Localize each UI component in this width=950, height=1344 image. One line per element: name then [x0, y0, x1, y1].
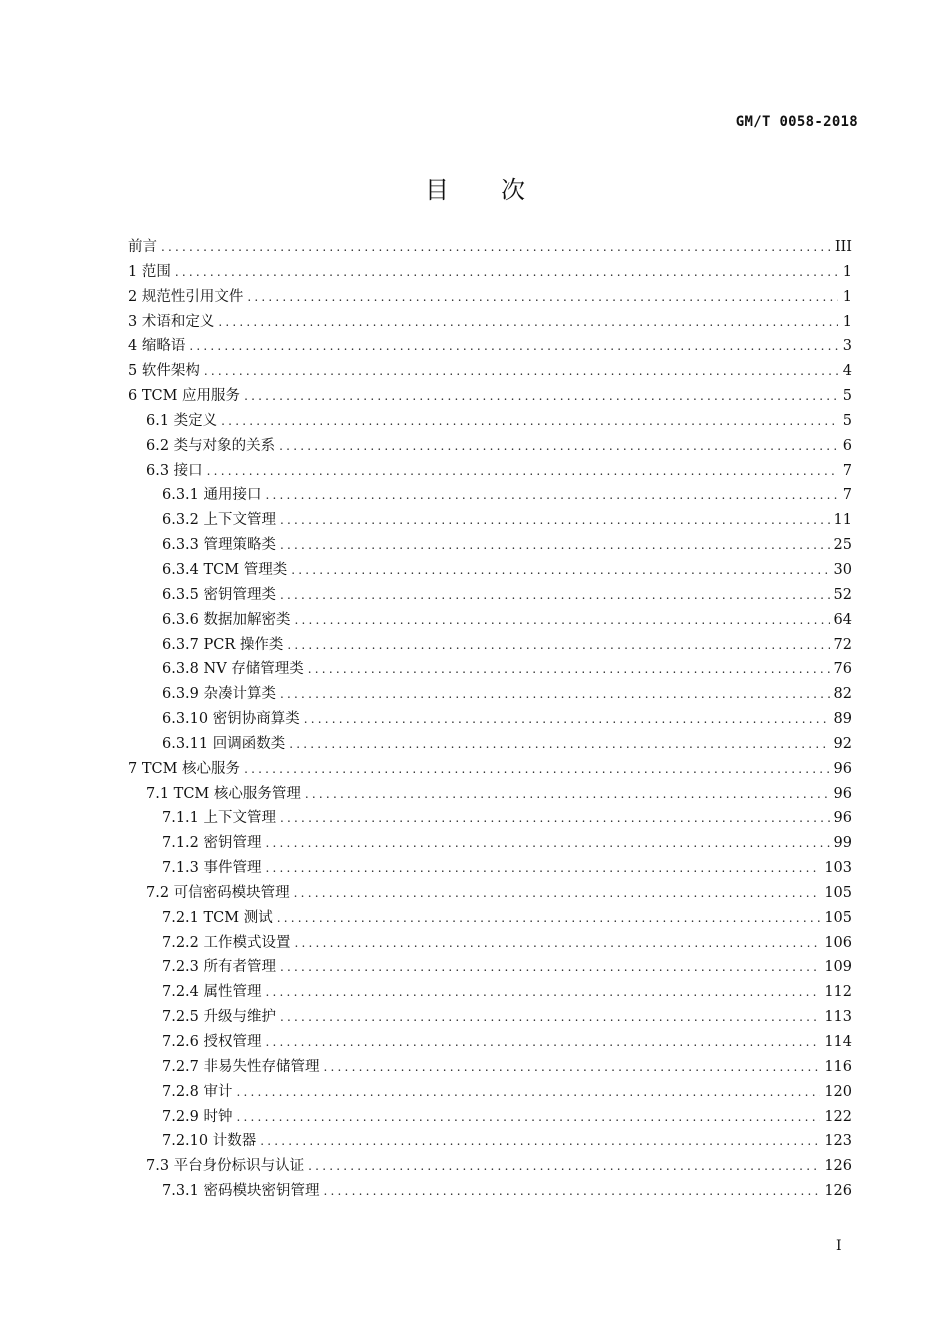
toc-entry-label: 5 软件架构 [128, 363, 200, 380]
toc-entry[interactable] [128, 310, 852, 335]
toc-leader-dots [247, 285, 838, 310]
toc-leader-dots [279, 434, 838, 459]
toc-entry-page: 76 [833, 661, 852, 678]
toc-entry-label: 7.2 可信密码模块管理 [146, 884, 290, 901]
toc-leader-dots [324, 1055, 821, 1080]
toc-entry-page: 7 [842, 462, 852, 479]
toc-entry[interactable] [128, 682, 852, 707]
toc-entry-page: 96 [833, 810, 852, 827]
toc-entry-label: 7.2.9 时钟 [162, 1108, 233, 1125]
toc-entry-label: 7.2.2 工作模式设置 [162, 934, 291, 951]
toc-leader-dots [289, 732, 829, 757]
toc-entry[interactable] [128, 608, 852, 633]
toc-entry-label: 1 范围 [128, 263, 171, 280]
toc-entry-page: 52 [833, 586, 852, 603]
toc-entry[interactable] [128, 1030, 852, 1055]
toc-entry[interactable] [128, 508, 852, 533]
toc-entry-page: 82 [833, 686, 852, 703]
toc-entry-label: 前言 [128, 239, 157, 255]
toc-entry[interactable] [128, 1080, 852, 1105]
toc-entry-page: 123 [824, 1133, 852, 1150]
toc-entry-label: 6.1 类定义 [146, 412, 218, 429]
toc-entry-label: 2 规范性引用文件 [128, 288, 244, 305]
toc-leader-dots [266, 831, 830, 856]
toc-entry-label: 7.2.1 TCM 测试 [162, 909, 273, 926]
toc-entry[interactable] [128, 1129, 852, 1154]
toc-leader-dots [280, 508, 830, 533]
toc-entry-label: 6.3.6 数据加解密类 [162, 611, 291, 628]
toc-leader-dots [189, 334, 838, 359]
toc-entry[interactable] [128, 856, 852, 881]
toc-entry[interactable] [128, 806, 852, 831]
toc-entry-page: 116 [824, 1058, 852, 1075]
toc-entry-page: 6 [842, 437, 852, 454]
toc-leader-dots [287, 633, 829, 658]
page-number: I [836, 1238, 842, 1254]
toc-entry-page: 122 [824, 1108, 852, 1125]
toc-leader-dots [305, 782, 830, 807]
toc-entry[interactable] [128, 633, 852, 658]
toc-entry[interactable] [128, 409, 852, 434]
toc-entry-page: 109 [824, 959, 852, 976]
toc-entry-label: 7.1.2 密钥管理 [162, 835, 262, 852]
toc-leader-dots [304, 707, 830, 732]
toc-entry-page: 11 [833, 512, 852, 529]
toc-entry-label: 7.3.1 密码模块密钥管理 [162, 1183, 320, 1200]
toc-entry-page: 103 [824, 860, 852, 877]
page-title: 目次 [425, 176, 577, 204]
toc-entry-label: 7.2.3 所有者管理 [162, 959, 277, 976]
toc-leader-dots [218, 310, 838, 335]
toc-entry-page: 105 [824, 884, 852, 901]
toc-entry-page: 126 [824, 1183, 852, 1200]
toc-entry[interactable] [128, 831, 852, 856]
toc-entry-page: 25 [833, 537, 852, 554]
toc-entry-label: 6 TCM 应用服务 [128, 388, 241, 405]
toc-leader-dots [266, 856, 821, 881]
toc-entry-label: 6.3.4 TCM 管理类 [162, 561, 288, 578]
toc-leader-dots [280, 682, 830, 707]
toc-entry[interactable] [128, 1055, 852, 1080]
toc-entry-label: 7.1.1 上下文管理 [162, 810, 277, 827]
toc-entry-page: 126 [824, 1158, 852, 1175]
toc-entry-page: 114 [824, 1034, 852, 1050]
toc-entry-page: 72 [833, 636, 852, 653]
toc-entry-label: 7.2.8 审计 [162, 1083, 233, 1100]
toc-leader-dots [266, 1030, 821, 1055]
toc-entry-page: 92 [833, 735, 852, 752]
toc-entry-page: 5 [842, 388, 852, 405]
toc-entry[interactable] [128, 980, 852, 1005]
toc-entry[interactable] [128, 334, 852, 359]
toc-entry-page: 5 [842, 412, 852, 429]
toc-leader-dots [260, 1129, 820, 1154]
toc-leader-dots [207, 459, 838, 484]
toc-entry[interactable] [128, 1005, 852, 1030]
toc-entry[interactable] [128, 707, 852, 732]
toc-entry-label: 7.1.3 事件管理 [162, 860, 262, 877]
toc-entry[interactable] [128, 732, 852, 757]
toc-entry[interactable] [128, 1154, 852, 1179]
toc-entry[interactable] [128, 384, 852, 409]
toc-entry[interactable] [128, 782, 852, 807]
toc-entry-page: 96 [833, 785, 852, 802]
toc-entry[interactable] [128, 906, 852, 931]
toc-entry-page: 1 [842, 263, 852, 280]
toc-entry-label: 7.3 平台身份标识与认证 [146, 1158, 305, 1175]
toc-entry-label: 6.3.9 杂凑计算类 [162, 686, 277, 703]
toc-entry-label: 7.2.6 授权管理 [162, 1034, 262, 1050]
toc-entry-page: 3 [842, 338, 852, 355]
toc-leader-dots [161, 235, 831, 260]
toc-entry[interactable] [128, 657, 852, 682]
toc-entry-page: 112 [824, 984, 852, 1001]
toc-leader-dots [280, 806, 830, 831]
toc-leader-dots [280, 955, 820, 980]
toc-entry-label: 4 缩略语 [128, 338, 186, 355]
toc-leader-dots [244, 757, 829, 782]
toc-entry-label: 6.3 接口 [146, 462, 203, 479]
toc-leader-dots [266, 483, 838, 508]
toc-entry[interactable] [128, 558, 852, 583]
toc-entry-label: 6.3.8 NV 存储管理类 [162, 661, 304, 678]
toc-entry[interactable] [128, 285, 852, 310]
table-of-contents [128, 235, 852, 1204]
toc-leader-dots [237, 1105, 821, 1130]
toc-entry-page: 89 [833, 711, 852, 728]
toc-leader-dots [308, 657, 830, 682]
toc-leader-dots [280, 533, 830, 558]
toc-leader-dots [280, 1005, 820, 1030]
toc-entry[interactable] [128, 757, 852, 782]
standard-code: GM/T 0058-2018 [735, 114, 858, 130]
toc-entry-label: 7.2.4 属性管理 [162, 984, 262, 1001]
toc-leader-dots [295, 931, 821, 956]
toc-entry-label: 6.3.2 上下文管理 [162, 512, 277, 529]
toc-entry[interactable] [128, 1105, 852, 1130]
toc-entry[interactable] [128, 434, 852, 459]
toc-entry-label: 6.3.10 密钥协商算类 [162, 711, 300, 728]
toc-entry-label: 6.2 类与对象的关系 [146, 437, 276, 454]
toc-entry[interactable] [128, 955, 852, 980]
toc-entry-page: 7 [842, 487, 852, 504]
toc-entry-page: 4 [842, 363, 852, 380]
toc-entry-page: 99 [833, 835, 852, 852]
toc-leader-dots [221, 409, 838, 434]
toc-entry-page: 1 [842, 288, 852, 305]
toc-entry[interactable] [128, 459, 852, 484]
toc-entry-label: 6.3.5 密钥管理类 [162, 586, 277, 603]
toc-entry-page: 113 [824, 1009, 852, 1026]
toc-entry-label: 3 术语和定义 [128, 313, 215, 330]
toc-entry-label: 7.2.5 升级与维护 [162, 1009, 277, 1026]
toc-entry-label: 6.3.11 回调函数类 [162, 735, 286, 752]
toc-leader-dots [294, 881, 821, 906]
toc-entry-label: 7.2.10 计数器 [162, 1133, 257, 1150]
toc-entry-label: 6.3.7 PCR 操作类 [162, 636, 284, 653]
toc-leader-dots [277, 906, 821, 931]
toc-entry-page: 30 [833, 561, 852, 578]
toc-entry[interactable] [128, 1179, 852, 1204]
toc-entry-label: 7.1 TCM 核心服务管理 [146, 785, 301, 802]
toc-leader-dots [291, 558, 829, 583]
toc-entry[interactable] [128, 881, 852, 906]
toc-entry-page: 96 [833, 760, 852, 777]
toc-entry-label: 7.2.7 非易失性存储管理 [162, 1058, 320, 1075]
toc-leader-dots [308, 1154, 820, 1179]
toc-entry[interactable] [128, 260, 852, 285]
toc-leader-dots [266, 980, 821, 1005]
toc-entry-page: III [834, 239, 852, 255]
toc-entry-page: 64 [833, 611, 852, 628]
toc-leader-dots [175, 260, 838, 285]
toc-entry[interactable] [128, 483, 852, 508]
toc-entry-page: 106 [824, 934, 852, 951]
toc-entry-page: 120 [824, 1083, 852, 1100]
toc-entry-label: 6.3.1 通用接口 [162, 487, 262, 504]
toc-entry-page: 105 [824, 909, 852, 926]
toc-leader-dots [295, 608, 830, 633]
toc-entry[interactable] [128, 533, 852, 558]
toc-leader-dots [204, 359, 838, 384]
toc-leader-dots [324, 1179, 821, 1204]
toc-entry[interactable] [128, 931, 852, 956]
toc-entry[interactable] [128, 359, 852, 384]
toc-entry-label: 7 TCM 核心服务 [128, 760, 241, 777]
toc-leader-dots [237, 1080, 821, 1105]
toc-entry[interactable] [128, 583, 852, 608]
toc-entry-label: 6.3.3 管理策略类 [162, 537, 277, 554]
toc-leader-dots [280, 583, 830, 608]
toc-entry-page: 1 [842, 313, 852, 330]
toc-entry[interactable] [128, 235, 852, 260]
toc-leader-dots [244, 384, 838, 409]
